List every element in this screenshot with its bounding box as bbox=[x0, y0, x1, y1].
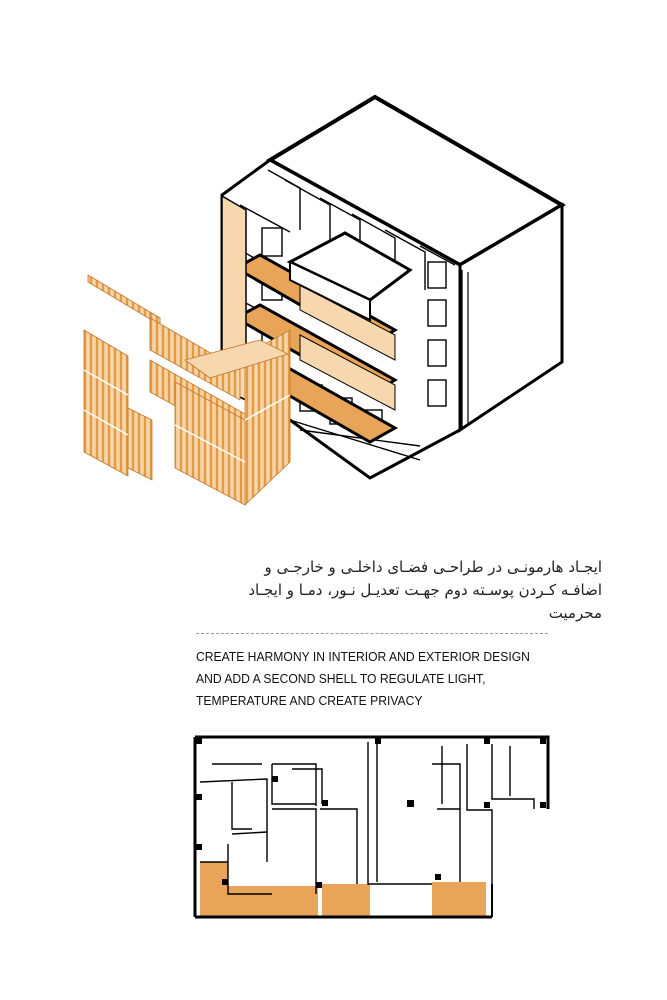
english-caption-line: CREATE HARMONY IN INTERIOR AND EXTERIOR DESIGN bbox=[196, 649, 530, 664]
plan-shell-zones bbox=[200, 862, 486, 916]
english-caption-line: AND ADD A SECOND SHELL TO REGULATE LIGHT, bbox=[196, 671, 486, 686]
persian-caption-line: ایجـاد هارمونـی در طراحـی فضـای داخلـی و خارجـی و bbox=[264, 558, 602, 576]
english-caption-line: TEMPERATURE AND CREATE PRIVACY bbox=[196, 693, 423, 708]
dashed-divider bbox=[196, 633, 548, 634]
english-caption bbox=[196, 646, 576, 712]
persian-caption bbox=[90, 556, 602, 625]
persian-caption-line: اضافـه کـردن پوسـته دوم جهـت تعدیـل نـور، دمـا و ایجـاد bbox=[248, 581, 602, 599]
floor-plan bbox=[192, 734, 554, 920]
persian-caption-line: محرمیت bbox=[548, 604, 602, 622]
